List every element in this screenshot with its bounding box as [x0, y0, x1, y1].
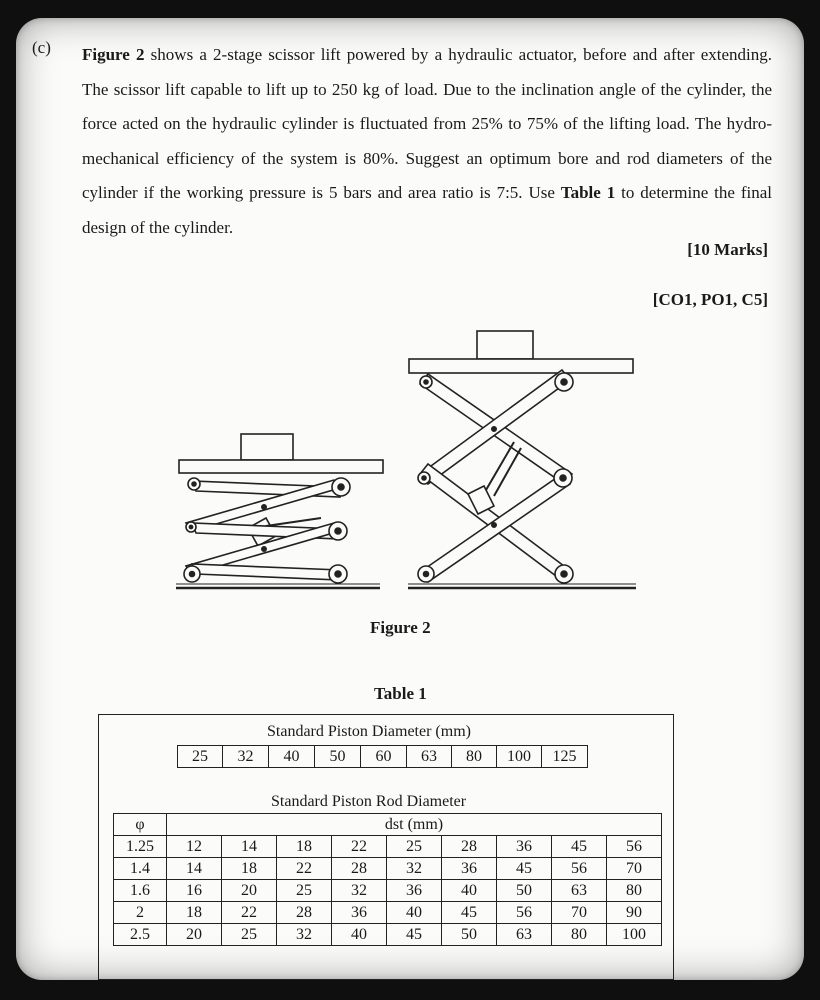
figure-reference: Figure 2: [82, 45, 145, 64]
rod-row: [114, 836, 662, 858]
rod-diameter-cell: 70: [552, 902, 607, 924]
rod-diameter-cell: 40: [332, 924, 387, 946]
rod-diameter-cell: 80: [552, 924, 607, 946]
piston-diameter-row: [178, 746, 588, 768]
collapsed-load-box: [241, 434, 293, 460]
rod-diameter-cell: 20: [167, 924, 222, 946]
extended-load-box: [477, 331, 533, 359]
table-caption: Table 1: [374, 684, 427, 703]
extended-lift-drawing: [408, 331, 636, 588]
piston-diameter-cell: 50: [315, 746, 361, 768]
rod-diameter-cell: 20: [222, 880, 277, 902]
rod-diameter-cell: 25: [222, 924, 277, 946]
rod-diameter-cell: 100: [607, 924, 662, 946]
phi-cell: 2: [114, 902, 167, 924]
collapsed-lift-drawing: [176, 434, 383, 588]
piston-diameter-cell: 60: [361, 746, 407, 768]
figure-caption: Figure 2: [370, 618, 431, 637]
piston-diameter-cell: 125: [542, 746, 588, 768]
rod-diameter-cell: 80: [607, 880, 662, 902]
piston-diameter-cell: 80: [452, 746, 497, 768]
rod-diameter-cell: 50: [497, 880, 552, 902]
rod-diameter-cell: 32: [387, 858, 442, 880]
rod-diameter-cell: 56: [607, 836, 662, 858]
rod-diameter-cell: 22: [332, 836, 387, 858]
rod-diameter-cell: 40: [387, 902, 442, 924]
rod-diameter-cell: 45: [497, 858, 552, 880]
question-body-2: to determine the final design of the cylinder.: [82, 183, 772, 237]
rod-diameter-cell: 36: [442, 858, 497, 880]
table-reference: Table 1: [560, 183, 616, 203]
rod-diameter-cell: 40: [442, 880, 497, 902]
rod-diameter-title: Standard Piston Rod Diameter: [271, 793, 467, 810]
rod-header-row: [114, 814, 662, 836]
rod-diameter-cell: 32: [277, 924, 332, 946]
rod-diameter-cell: 63: [497, 924, 552, 946]
rod-diameter-cell: 25: [387, 836, 442, 858]
phi-cell: 1.6: [114, 880, 167, 902]
rod-diameter-cell: 50: [442, 924, 497, 946]
piston-diameter-table: [177, 745, 588, 768]
rod-diameter-cell: 36: [497, 836, 552, 858]
piston-diameter-cell: 63: [407, 746, 452, 768]
rod-diameter-cell: 22: [222, 902, 277, 924]
rod-diameter-cell: 28: [277, 902, 332, 924]
rod-diameter-cell: 36: [387, 880, 442, 902]
rod-diameter-cell: 90: [607, 902, 662, 924]
piston-diameter-cell: 100: [497, 746, 542, 768]
rod-diameter-table: [113, 813, 662, 946]
rod-diameter-cell: 14: [167, 858, 222, 880]
rod-diameter-cell: 18: [167, 902, 222, 924]
rod-diameter-cell: 28: [442, 836, 497, 858]
rod-diameter-cell: 63: [552, 880, 607, 902]
exam-page: [16, 18, 804, 980]
rod-diameter-cell: 70: [607, 858, 662, 880]
collapsed-platform: [179, 460, 383, 473]
rod-diameter-cell: 36: [332, 902, 387, 924]
rod-diameter-cell: 28: [332, 858, 387, 880]
rod-diameter-cell: 45: [552, 836, 607, 858]
phi-header: φ: [114, 814, 167, 836]
rod-diameter-cell: 56: [552, 858, 607, 880]
course-outcomes: [CO1, PO1, C5]: [652, 290, 768, 309]
rod-row: [114, 880, 662, 902]
rod-diameter-cell: 18: [277, 836, 332, 858]
piston-diameter-cell: 25: [178, 746, 223, 768]
piston-diameter-cell: 40: [269, 746, 315, 768]
rod-diameter-cell: 18: [222, 858, 277, 880]
piston-diameter-cell: 32: [223, 746, 269, 768]
rod-row: [114, 858, 662, 880]
marks-label: [10 Marks]: [687, 240, 768, 259]
phi-cell: 1.25: [114, 836, 167, 858]
scissor-lift-figure: [16, 18, 804, 618]
table-1: [98, 714, 674, 980]
rod-diameter-cell: 56: [497, 902, 552, 924]
rod-diameter-cell: 22: [277, 858, 332, 880]
piston-diameter-title: Standard Piston Diameter (mm): [267, 723, 471, 740]
rod-row: [114, 924, 662, 946]
rod-diameter-cell: 12: [167, 836, 222, 858]
extended-platform: [409, 359, 633, 373]
rod-diameter-cell: 14: [222, 836, 277, 858]
dst-header: dst (mm): [167, 814, 662, 836]
rod-diameter-cell: 45: [387, 924, 442, 946]
rod-diameter-cell: 32: [332, 880, 387, 902]
question-body-1: shows a 2-stage scissor lift powered by a hydraulic actuator, before and after extending. The scissor lift capable to lift up to 250 kg of load. Due to the inclination angle of the cylinder, the force acted on the hydraulic cylinder is fluctuated from 25% to 75% of the lifting load. The hydro-mechanical efficiency of the system is 80%. Suggest an optimum bore and rod diameters of the cylinder if the working pressure is 5 bars and area ratio is 7:5. Use: [82, 45, 772, 203]
phi-cell: 2.5: [114, 924, 167, 946]
phi-cell: 1.4: [114, 858, 167, 880]
rod-diameter-cell: 45: [442, 902, 497, 924]
rod-diameter-cell: 16: [167, 880, 222, 902]
rod-diameter-cell: 25: [277, 880, 332, 902]
question-label: (c): [32, 38, 51, 57]
rod-row: [114, 902, 662, 924]
